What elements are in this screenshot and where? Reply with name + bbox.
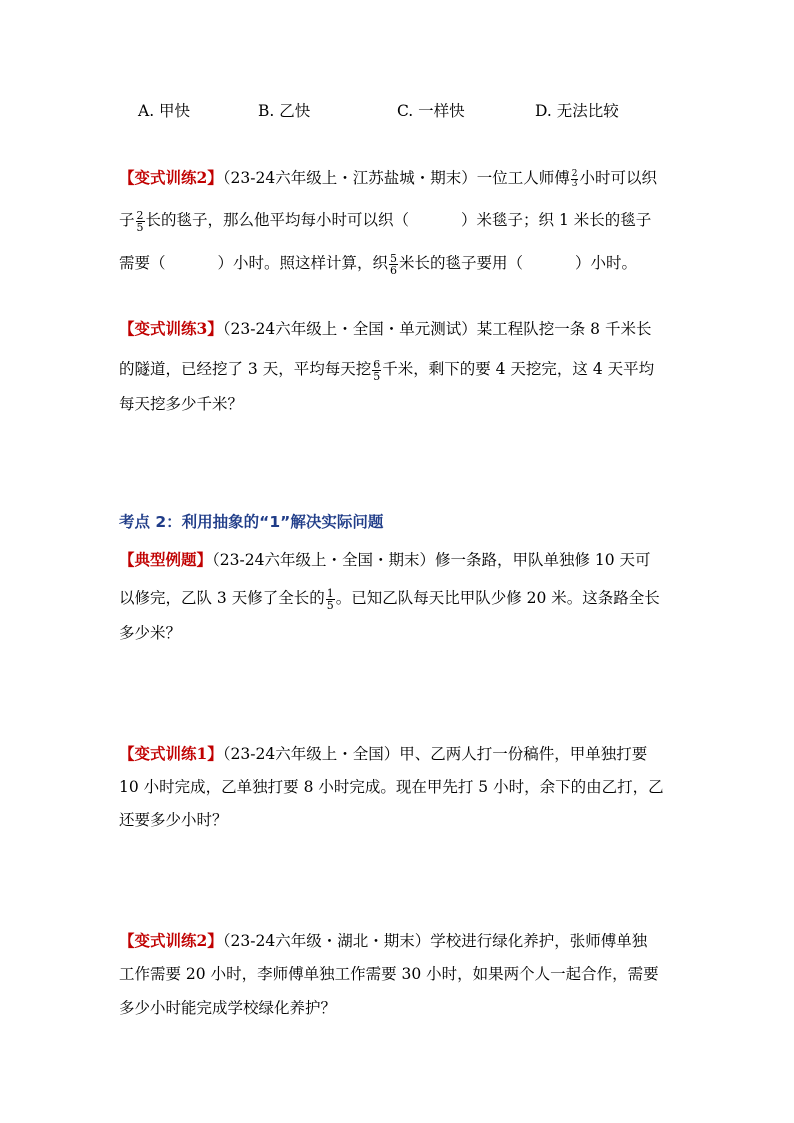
- exercise-2-line-2: [119, 200, 679, 240]
- text: 每天挖多少千米？: [119, 395, 244, 413]
- text: （23-24六年级上・全国・期末）修一条路，甲队单独修 10 天可: [212, 551, 651, 569]
- text: ）米毯子；织 1 米长的毯子: [461, 211, 652, 229]
- denominator: 5: [326, 598, 334, 612]
- text: （23-24六年级上・全国）甲、乙两人打一份稿件，甲单独打要: [222, 745, 648, 763]
- denominator: 5: [136, 220, 144, 234]
- numerator: 1: [326, 586, 334, 600]
- text: （23-24六年级上・江苏盐城・期末）一位工人师傅: [222, 169, 570, 187]
- numerator: 6: [373, 357, 381, 371]
- example-line-2: [119, 578, 679, 618]
- exercise-2-line-1: [119, 158, 679, 198]
- option-a: A. 甲快: [138, 102, 191, 120]
- example-line-3: [119, 613, 679, 653]
- fraction: [136, 210, 145, 233]
- text: 10 小时完成，乙单独打要 8 小时完成。现在甲先打 5 小时，余下的由乙打，乙: [119, 778, 664, 796]
- text: 多少小时能完成学校绿化养护？: [119, 999, 337, 1017]
- fraction: [326, 588, 335, 611]
- training-1-line-3: [119, 800, 679, 840]
- denominator: 3: [571, 178, 578, 189]
- numerator: 5: [390, 251, 398, 265]
- text: 还要多少小时？: [119, 811, 228, 829]
- text: 需要（: [119, 254, 166, 272]
- example-line-1: [119, 540, 679, 580]
- text: ）小时。照这样计算，织: [217, 254, 389, 272]
- text: 子: [119, 211, 135, 229]
- option-d: D. 无法比较: [535, 102, 619, 120]
- exercise-tag: 【变式训练1】: [119, 744, 223, 763]
- text: 长的毯子，那么他平均每小时可以织（: [145, 211, 410, 229]
- denominator: 5: [373, 369, 381, 383]
- numerator: 2: [571, 168, 578, 179]
- text: （23-24六年级・湖北・期末）学校进行绿化养护，张师傅单独: [222, 932, 648, 950]
- numerator: 2: [136, 208, 144, 222]
- fraction: [571, 170, 579, 189]
- exercise-3-line-2: [119, 349, 679, 389]
- exercise-3-line-3: [119, 384, 679, 424]
- option-c: C. 一样快: [397, 102, 465, 120]
- section-heading: 考点 2：利用抽象的“1”解决实际问题: [119, 513, 384, 531]
- text: ）小时。: [575, 254, 638, 272]
- text: 的隧道，已经挖了 3 天，平均每天挖: [119, 360, 372, 378]
- exercise-2-line-3: [119, 243, 679, 283]
- fraction: [372, 359, 381, 382]
- example-tag: 【典型例题】: [119, 550, 213, 569]
- training-2-line-3: [119, 988, 679, 1028]
- text: 。已知乙队每天比甲队少修 20 米。这条路全长: [335, 589, 660, 607]
- exercise-tag: 【变式训练2】: [119, 931, 223, 950]
- text: 小时可以织: [579, 169, 657, 187]
- text: （23-24六年级上・全国・单元测试）某工程队挖一条 8 千米长: [222, 320, 652, 338]
- text: 米长的毯子要用（: [399, 254, 524, 272]
- denominator: 6: [390, 263, 398, 277]
- option-b: B. 乙快: [258, 102, 311, 120]
- text: 以修完，乙队 3 天修了全长的: [119, 589, 325, 607]
- fraction: [389, 253, 398, 276]
- text: 多少米？: [119, 624, 182, 642]
- exercise-tag: 【变式训练2】: [119, 168, 223, 187]
- text: 工作需要 20 小时，李师傅单独工作需要 30 小时，如果两个人一起合作，需要: [119, 965, 659, 983]
- exercise-tag: 【变式训练3】: [119, 319, 223, 338]
- text: 千米，剩下的要 4 天挖完，这 4 天平均: [382, 360, 655, 378]
- exercise-3-line-1: [119, 309, 679, 349]
